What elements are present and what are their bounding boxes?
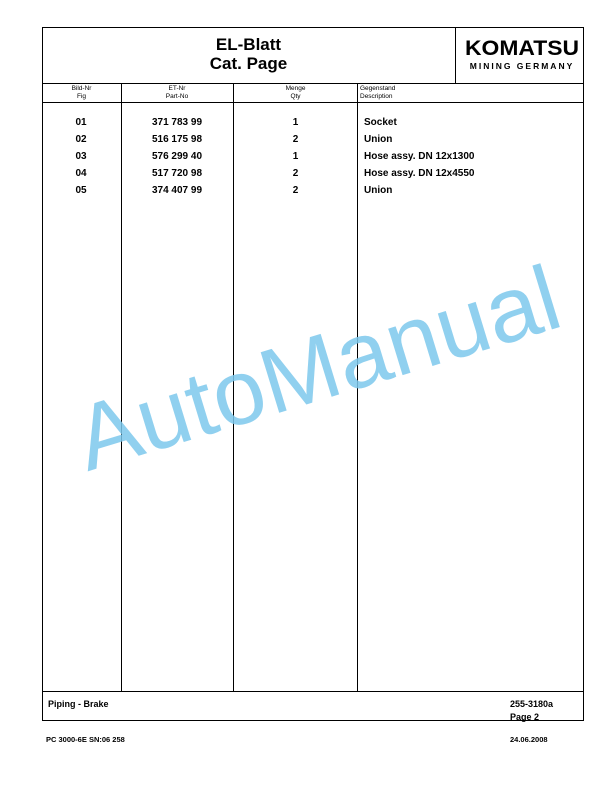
column-qty-de: Menge [285, 85, 306, 92]
cell-fig: 01 [75, 117, 87, 128]
cell-part-number: 374 407 99 [151, 185, 203, 196]
column-desc-en: Description [360, 93, 393, 100]
cell-description: Socket [364, 117, 397, 128]
table-row [42, 134, 584, 151]
cell-quantity: 2 [292, 185, 299, 196]
table-row [42, 117, 584, 134]
cell-part-number: 371 783 99 [151, 117, 203, 128]
title-line-german: EL-Blatt [215, 35, 282, 54]
section-title: Piping - Brake [48, 699, 109, 709]
komatsu-wordmark [464, 36, 580, 58]
table-row [42, 151, 584, 168]
cell-description: Union [364, 185, 393, 196]
page-number: Page 2 [510, 712, 540, 722]
title-line-english: Cat. Page [209, 54, 288, 73]
table-row [42, 185, 584, 202]
logo-subtitle: MINING GERMANY [469, 61, 575, 71]
cell-quantity: 2 [292, 168, 299, 179]
cell-part-number: 516 175 98 [151, 134, 203, 145]
cell-part-number: 576 299 40 [151, 151, 203, 162]
column-desc-de: Gegenstand [360, 85, 396, 92]
column-part-de: ET-Nr [168, 85, 186, 92]
cell-description: Union [364, 134, 393, 145]
column-fig-de: Bild-Nr [71, 85, 92, 92]
cell-description: Hose assy. DN 12x1300 [364, 151, 475, 162]
cell-quantity: 1 [292, 151, 299, 162]
cell-description: Hose assy. DN 12x4550 [364, 168, 475, 179]
cell-quantity: 1 [292, 117, 299, 128]
logo-brand-text: KOMATSU [465, 37, 579, 58]
cell-quantity: 2 [292, 134, 299, 145]
table-row [42, 168, 584, 185]
cell-fig: 02 [75, 134, 87, 145]
column-header-divider [42, 102, 584, 103]
machine-model: PC 3000-6E SN:06 258 [46, 735, 125, 744]
column-qty-en: Qty [290, 93, 301, 100]
cell-fig: 04 [75, 168, 87, 179]
page-title [42, 27, 456, 83]
header-divider [42, 83, 584, 84]
watermark-text: AutoManual [63, 249, 564, 490]
column-header-qty [234, 85, 357, 101]
issue-date: 24.06.2008 [510, 735, 548, 744]
cell-part-number: 517 720 98 [151, 168, 203, 179]
column-part-en: Part-No [165, 93, 189, 100]
column-header-part [121, 85, 233, 101]
column-header-desc [360, 85, 580, 101]
cell-fig: 03 [75, 151, 87, 162]
column-fig-en: Fig [76, 93, 87, 100]
komatsu-logo [464, 36, 580, 76]
cell-fig: 05 [75, 185, 87, 196]
footer-divider [42, 691, 584, 692]
document-number: 255-3180a [510, 699, 554, 709]
column-header-fig [42, 85, 121, 101]
